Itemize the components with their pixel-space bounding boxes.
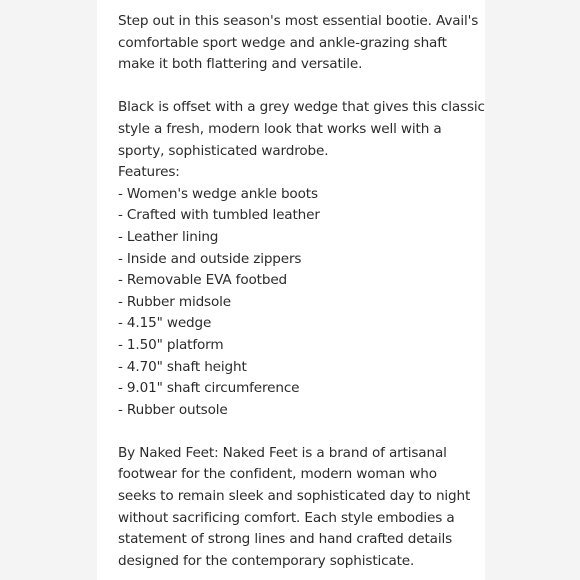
intro-line: Step out in this season's most essential bootie. Avail's bbox=[118, 13, 479, 29]
color-line: style a fresh, modern look that works well with a bbox=[118, 120, 442, 137]
feature-item: - Crafted with tumbled leather bbox=[118, 207, 320, 224]
brand-line: statement of strong lines and hand crafted details bbox=[118, 531, 453, 548]
color-line: sporty, sophisticated wardrobe. bbox=[118, 142, 329, 159]
features-heading: Features: bbox=[118, 164, 180, 181]
feature-item: - Rubber outsole bbox=[118, 401, 228, 418]
brand-line: footwear for the confident, modern woman who bbox=[118, 466, 437, 483]
feature-item: - Leather lining bbox=[118, 228, 219, 245]
feature-item: - 4.70" shaft height bbox=[118, 358, 247, 375]
brand-line: By Naked Feet: Naked Feet is a brand of artisanal bbox=[118, 444, 447, 461]
feature-item: - 4.15" wedge bbox=[118, 315, 212, 332]
feature-item: - 1.50" platform bbox=[118, 336, 224, 353]
intro-paragraph bbox=[118, 11, 478, 76]
brand-line: designed for the contemporary sophisticate. bbox=[118, 552, 415, 569]
description-panel bbox=[97, 0, 485, 580]
paragraph-spacer bbox=[118, 76, 478, 98]
feature-item: - Women's wedge ankle boots bbox=[118, 185, 318, 202]
intro-line: comfortable sport wedge and ankle-grazing shaft bbox=[118, 34, 447, 51]
product-description bbox=[118, 11, 485, 572]
feature-item: - 9.01" shaft circumference bbox=[118, 380, 300, 397]
color-paragraph bbox=[118, 97, 485, 162]
intro-line: make it both flattering and versatile. bbox=[118, 56, 363, 73]
brand-line: seeks to remain sleek and sophisticated day to night bbox=[118, 488, 471, 505]
brand-line: without sacrificing comfort. Each style embodies a bbox=[118, 509, 455, 526]
color-line: Black is offset with a grey wedge that gives this classic bbox=[118, 99, 485, 116]
features-list bbox=[118, 184, 478, 422]
paragraph-spacer bbox=[118, 421, 478, 443]
feature-item: - Inside and outside zippers bbox=[118, 250, 302, 267]
brand-paragraph bbox=[118, 443, 478, 573]
feature-item: - Removable EVA footbed bbox=[118, 272, 288, 289]
feature-item: - Rubber midsole bbox=[118, 293, 231, 310]
